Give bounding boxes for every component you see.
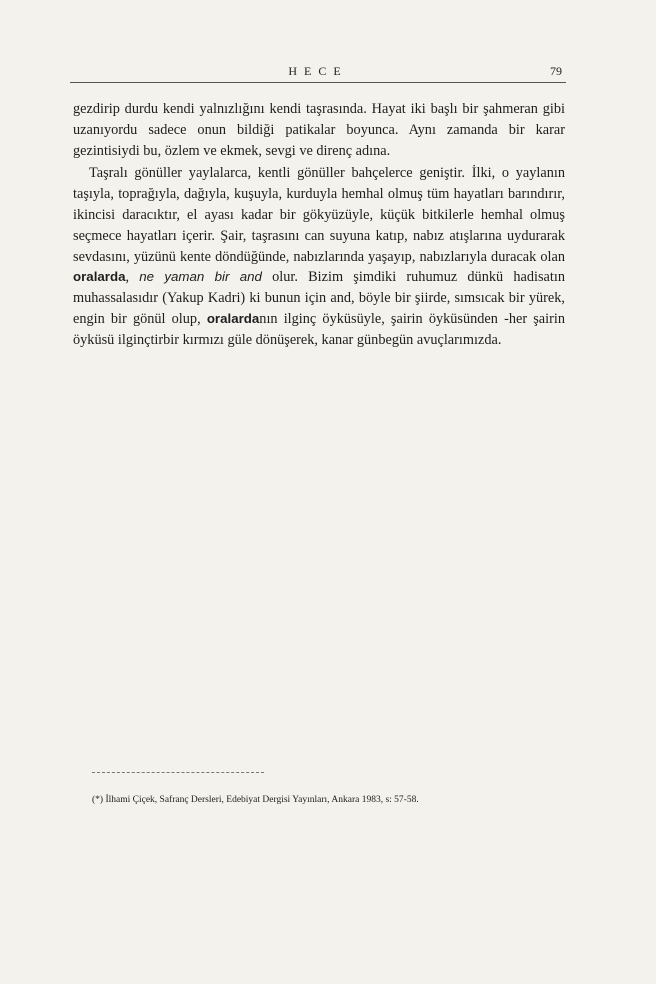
body-text xyxy=(73,99,565,351)
paragraph-2-text-c: olur. Bizim şimdiki ruhumuz dünkü hadisatın muhassalasıdır (Yakup Kadri) ki bunun için and, böyle bir şiirde, sımsıcak bir yürek, engin bir gönül olup, xyxy=(73,269,565,327)
emphasis-oralarda: oralarda xyxy=(73,269,126,285)
paragraph-2-text-d: nın ilginç öyküsüyle, şairin öyküsünden -her şairin öyküsü ilginçtirbir kırmızı güle dönüşerek, kanar günbegün avuçlarımızda. xyxy=(73,310,566,348)
italic-quote: ne yaman bir and xyxy=(139,269,262,285)
paragraph-2-text-a: Taşralı gönüller yaylalarca, kentli gönüller bahçelerce geniştir. İlki, o yaylanın taşıyla, toprağıyla, dağıyla, kuşuyla, kurduyla hemhal olmuş tüm hayatları barındırır, ikincisi daracıktır, el ayası kadar bir gökyüzüyle, küçük bitkilerle hemhal olmuş seçmece hayatları içerir. Şair, taşrasını can suyuna katıp, nabız atışlarına uydurarak sevdasını, yüzünü kente döndüğünde, nabızlarında yaşayıp, nabızlarıyla duracak olan xyxy=(73,165,565,265)
running-title: HECE xyxy=(288,64,348,78)
paragraph-2 xyxy=(73,163,565,350)
paragraph-1: gezdirip durdu kendi yalnızlığını kendi taşrasında. Hayat iki başlı bir şahmeran gibi uzanıyordu sadece onun bildiği patikalar boyunca. Aynı zamanda bir karar gezintisiydi bu, özlem ve ekmek, sevgi ve direnç adına. xyxy=(73,101,565,159)
page-number: 79 xyxy=(550,64,562,78)
paragraph-2-text-b: , xyxy=(125,269,140,286)
footnote: (*) İlhami Çiçek, Safranç Dersleri, Edebiyat Dergisi Yayınları, Ankara 1983, s: 57-58. xyxy=(92,795,419,805)
footnote-separator xyxy=(92,772,264,773)
page-header xyxy=(70,64,566,83)
emphasis-oralardanin: oralarda xyxy=(206,310,260,326)
